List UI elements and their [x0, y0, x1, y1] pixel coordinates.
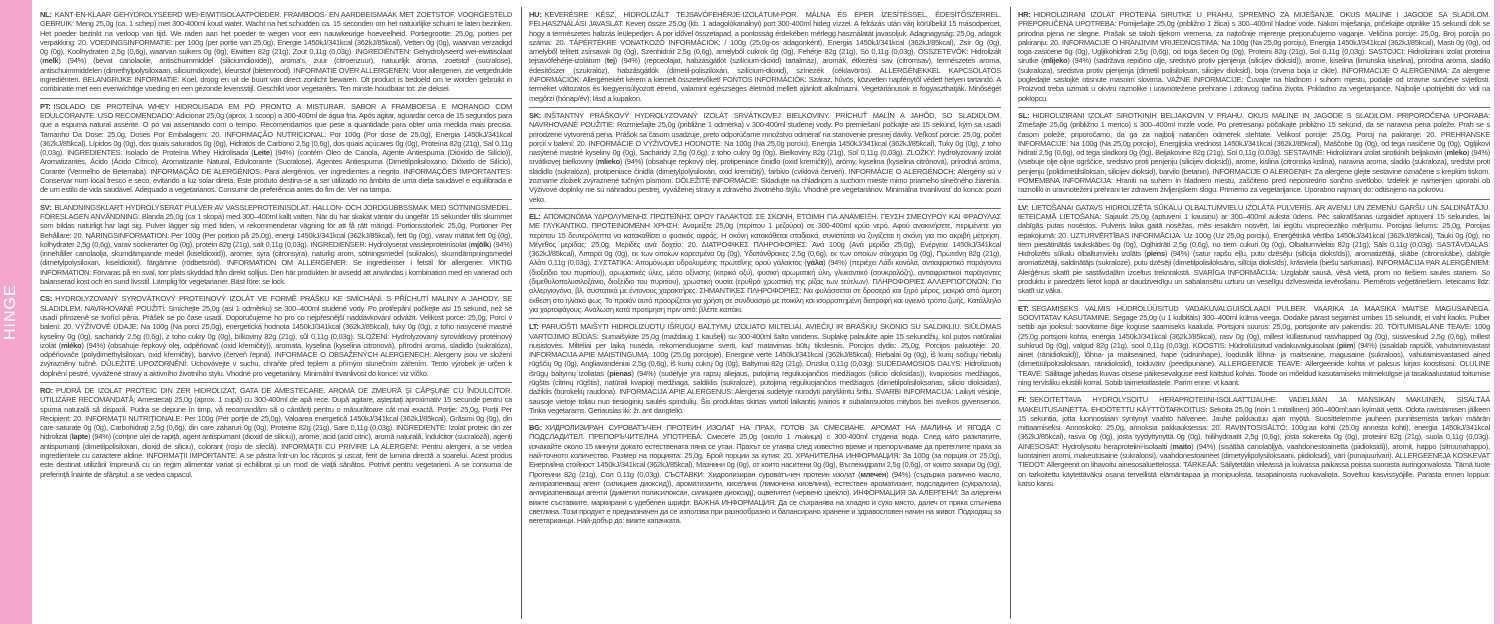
block-text: ) (94%) (conţine ulei de rapiţă, agent antispumant (dioxid de siliciu)), arome, acid (acid citric), aromă naturală, îndulcitor (sucraloză), agenţi antispumanţi (dimetilpolisiloxan, dioxid de siliciu), colorant (roşu de sfeclă). INFORMAŢII CU PRIVIRE LA ALERGENI: Pentru alergeni, a se vedea ingredientele cu caractere aldine. INFORMAŢII IMPORTANTE: A se păstra într-un loc răcoros şi uscat, ferit de lumina directă a soarelui. Acest produs este destinat utilizării împreună cu un regim alimentar variat şi echilibrat şi un mod de viaţă sănătos. Potrivit pentru vegetarieni. A se consuma de preferinţă înainte de sfârşitul: a se vedea capacul. [40, 432, 512, 479]
allergen-word: mlijeko [1043, 56, 1068, 66]
language-code: HU: [529, 10, 542, 19]
hinge-label: HINGE [2, 284, 19, 340]
block-text: ΑΠΟΜΟΝΩΜΑ ΥΔΡΟΛΥΜΕΝΗΣ ΠΡΩΤΕΪΝΗΣ ΟΡΟΥ ΓΑΛΑΚΤΟΣ ΣΕ ΣΚΟΝΗ, ΕΤΟΙΜΗ ΓΙΑ ΑΝΑΜΕΙΞΗ. ΓΕΥΣΗ ΣΜΕΟΥΡΟΥ ΚΑΙ ΦΡΑΟΥΛΑΣ ΜΕ ΓΛΥΚΑΝΤΙΚΟ. ΠΡΟΤΕΙΝΟΜΕΝΗ ΧΡΗΣΗ: Αναμείξτε 25,0g (περίπου 1 μεζούρα) σε 300-400ml κρύο νερό. Αφού ανακινήσετε, περιμένετε για περίπου 15 δευτερόλεπτα να κατακαθίσει ο φυσικός αφρός. Η σκόνη κατακάθεται σταδιακά, συνιστάται να ζυγίζεται η σκόνη για πιο ακριβή μέτρηση. Μέγεθος μερίδας: 25,0g, Μερίδες ανά δοχείο: 20. ΔΙΑΤΡΟΦΙΚΕΣ ΠΛΗΡΟΦΟΡΙΕΣ: Ανά 100g (Ανά μερίδα 25,0g), Ενέργεια 1450kJ/341kcal (362kJ/85kcal), Λιπαρά 0g (0g), εκ των οποίων κορεσμένα 0g (0g), Υδατάνθρακες 2,5g (0,6g), εκ των οποίων σάκχαρα 0g (0g), Πρωτεΐνη 82g (21g), Αλάτι 0,11g (0,03g). ΣΥΣΤΑΤΙΚΑ: Απομόνωμα υδρολυμένης πρωτεΐνης ορού γάλακτος ( [529, 211, 1001, 268]
language-code: HR: [1018, 10, 1031, 19]
block-text: ХИДРОЛИЗИРАН СУРОВАТЪЧЕН ПРОТЕИН ИЗОЛАТ НА ПРАХ, ГОТОВ ЗА СМЕСВАНЕ. АРОМАТ НА МАЛИНА И ЯГОДА С ПОДСЛАДИТЕЛ. ПРЕПОРЪЧИТЕЛНА УПОТРЕБА: Смесете 25,0g (около 1 лъжица) с 300-400ml студена вода. След като разклатите, изчакайте около 15 минути докато естествената пяна се утаи. Прахът се утаява след известно време и препоръчваме да претеглите праха за най-точното количество. Размер на порцията: 25,0g, Брой порции за кутия: 20. ХРАНИТЕЛНА ИНФОРМАЦИЯ: За 100g (за порция от 25,0g), Енергийна стойност 1450kJ/341kcal (362kJ/85kcal), Мазнини 0g (0g), от които наситени 0g (0g), Въглехидрати 2,5g (0,6g), от които захари 0g (0g), Протеини 82g (21g), Сол 0,11g (0,03g). СЪСТАВКИ: Хидролизиран суроватъчен протеин изолат ( [529, 423, 1001, 479]
language-code: ET: [1018, 303, 1029, 313]
allergen-word: lapte [71, 432, 88, 442]
language-block-fi [1018, 392, 1490, 492]
language-block-cs [40, 291, 512, 383]
language-code: FI: [1018, 395, 1027, 405]
language-code: BG: [529, 423, 542, 433]
allergen-word: млечен [860, 469, 887, 479]
text-column-2 [529, 7, 1001, 619]
language-code: NL: [40, 10, 52, 19]
block-text: ) (94%) (vsebuje olje oljne ogrščice, sredstvo proti penjenju (silicijev dioksid)), arome, kislina (citronska kislina), naravna aroma, sladilo (sukraloza), sredstvi proti penjenju (polidimetilsiloksan, silicijev dioksid), barvilo (betanin). INFORMACIJE O ALERGENIH: Za alergene glejte sestavine označene s krepkim tiskom. POMEMBNA INFORMACIJA: Hraniti na suhem in hladnem mestu, zaščiteno pred neposredno sončno svetlobo. Izdelek je namenjen uporabi ob raznoliki in uravnoteženi prehrani ter zdravem življenjskem slogu. Primerno za vegetarijance. Uporabno najmanj do: odtisnjeno na pokrovu. [1018, 148, 1490, 195]
block-text: ) (94%) (sisaldab rapsiõli, vahutamisvastast ainet (ränidioksiid)), lõhna- ja maitseained, hape (sidrunhape), looduslik lõhna- ja maitseaine, magusaine (sukraloos), vahutamisvastased ained (dimetüülpolüsiloksaan, ränidioksiid), toiduvärv (peedipunane). ALLERGEENIDE TEAVE: Allergeenide kohta vt paksus kirjas koostisosi. OLULINE TEAVE: Säilitage jahedas kuivas otsese päikesevalguse eest kaitstud kohas. Toode on mõeldud kasutamiseks mitmekülgse ja tasakaalustatud toitumise ning tervisliku elustiili korral. Sobib taimetoitlastele. Parim enne: vt kaant. [1018, 340, 1490, 387]
block-text: ) (94%) (obsahuje řepkový olej, odpěňovač (oxid křemičitý)), aromata, kyselina (kyselina citronová), přírodní aroma, sladidlo (sukralóza), odpěňovače (polydimethylsiloxan, oxid křemičitý), barvivo (červeň řepná). INFORMACE O OBSAŽENÝCH ALERGENECH: Alergeny jsou ve složení zvýrazněny tučně. DŮLEŽITÉ UPOZORNĚNÍ: Uchovávejte v suchu, chraňte před teplem a přímým slunečním zářením. Tento výrobek je určen k doplnění pestré, vyvážené stravy a aktivního životního stylu. Vhodné pro vegetariány. Minimální trvanlivost do konce: viz víčko. [40, 340, 512, 378]
language-block-sk [529, 108, 1001, 209]
language-block-hu [529, 7, 1001, 108]
language-block-ro [40, 383, 512, 483]
allergen-word: melk [42, 56, 59, 66]
block-text: ) (94%) (περιέχει Λάδι κανόλα, αντιαφριστικό παράγοντα (διοξείδιο του πυριτίου)), αρωματικές ύλες, μέσο οξίνισης (κιτρικό οξύ), φυσική αρωματική ύλη, γλυκαντικό (σουκραλόζη), αντιαφριστικοί παράγοντες (διμεθυλοπολυσιλοξάνιο, διοξείδιο του πυριτίου), χρωστική ουσία (ερυθρά χρωστική της ρίζας των τεύτλων). ΠΛΗΡΟΦΟΡΙΕΣ ΑΛΛΕΡΓΙΟΓΟΝΩΝ: Για αλλεργιογόνα, βλ. συστατικά με έντονους χαρακτήρες. ΣΗΜΑΝΤΙΚΕΣ ΠΛΗΡΟΦΟΡΙΕΣ: Να φυλάσσεται σε δροσερό και ξηρό μέρος, μακριά από άμεση έκθεση στο ηλιακό φως. Το προϊόν αυτό προορίζεται για χρήση σε συνδυασμό με ποικίλη και ισορροπημένη διατροφή και υγιεινό τρόπο ζωής. Κατάλληλο για χορτοφάγους. Ανάλωση κατά προτίμηση πριν από: βλέπε καπάκι. [529, 258, 1001, 314]
block-text: KANT-EN-KLAAR GEHYDROLYSEERD WEI-EIWITISOLAATPOEDER. FRAMBOOS- EN AARDBEISMAAK MET ZOETSTOF. VOORGESTELD GEBRUIK: Meng 25,0g (ca. 1 schep) met 300-400ml koud water. Wacht na het schudden ca. 15 seconden om het natuurlijke schuim te laten bezinken. Het poeder bezinkt na verloop van tijd. We raden aan het poeder te wegen voor een nauwkeurige hoeveelheid. Portiegrootte: 25,0g, porties per verpakking: 20. VOEDINGSINFORMATIE: per 100g (per portie van 25,0g), Energie 1450kJ/341kcal (362kJ/85kcal), Vetten 0g (0g), waarvan verzadigd 0g (0g), Koolhydraten 2,5g (0,6g), waarvan suikers 0g (0g), Eiwitten 82g (21g), Zout 0,11g (0,03g). INGREDIËNTEN: Gehydrolyseerd wei-eiwitisolaat ( [40, 10, 512, 66]
text-column-3 [1018, 7, 1490, 619]
column-divider [1010, 7, 1011, 619]
block-text: HIDROLIZIRANI IZOLAT PROTEINA SIRUTKE U PRAHU, SPREMNO ZA MIJEŠANJE. OKUS MALINE I JAGODE SA SLADILOM. PREPORUČENA UPOTREBA: Pomiješajte 25,0g (približno 1 žlica) s 300–400ml hladne vode. Nakon miješanja, pričekajte otprilike 15 sekundi dok se prirodna pjena ne slegne. Prašak se taloži tijekom vremena, za najtočnije mjerenje preporučujemo vaganje. Veličina porcije: 25,0g, Broj porcija po pakiranju: 20. INFORMACIJE O HRANJIVIM VRIJEDNOSTIMA: Na 100g (Na 25,0g porciju), Energija 1450kJ/341kcal (362kJ/85kcal), Masti 0g (0g), od toga zasićene 0g (0g), Ugljikohidrati 2,5g (0,6g), od toga šećeri 0g (0g), Proteini 82g (21g), Sol 0,11g (0,03g). SASTOJCI: Hidrolizirani izolat proteina sirutke ( [1018, 10, 1490, 66]
block-text: INŠTANTNÝ PRÁŠKOVÝ HYDROLYZOVANÝ IZOLÁT SRVÁTKOVEJ BIELKOVINY. PRÍCHUŤ MALÍN A JAHÔD, SO SLADIDLOM. NAVRHOVANÉ POUŽITIE: Rozmiešajte 25,0g (približne 1 odmerka) v 300-400ml studenej vody. Po premiešaní počkajte asi 15 sekúnd, kým sa usadí prirodzene vytvorená pena. Prášok sa časom usadzuje, preto odporúčame množstvo odmerať na stanovenie presnej dávky. Veľkosť porcie: 25,0g, počet porcií v balení: 20. INFORMÁCIE O VÝŽIVOVEJ HODNOTE: Na 100g (Na 25,0g porciu), Energia 1450kJ/341kcal (362kJ/85kcal), Tuky 0g (0g), z toho nasýtené mastné kyseliny 0g (0g), Sacharidy 2,5g (0,6g), z toho cukry 0g (0g), Bielkoviny 82g (21g), Soľ 0,11g (0,03g). ZLOŽKY: hydrolyzovaný izolát srvátkovej bielkoviny ( [529, 110, 1001, 167]
block-text: ) (94%) (sudėtyje yra rapsų aliejaus, putojimą reguliuojančios medžiagos (silicio dioksidas)), kvapiosios medžiagos, rūgštis (citrinų rūgštis), natūrali kvapioji medžiaga, saldiklis (sukralozė), putojimą reguliuojančios medžiagos (dimetilpolisiloksanas, silicio dioksidas), dažiklis (burokėlių raudona). INFORMACIJA APIE ALERGENUS: Alergenai sudėtyje nurodyti paryškintu šriftu. SVARBI INFORMACIJA: Laikyti vėsioje, sausoje vietoje toliau nuo tiesioginių saulės spindulių. Šis produktas skirtas vartoti laikantis įvairios ir subalansuotos mitybos bei sveikos gyvensenos. Tinka vegetarams. Geriausias iki: žr. ant dangtelio. [529, 368, 1001, 415]
language-code: EL: [529, 211, 541, 221]
language-block-sv [40, 200, 512, 292]
block-text: HIDROLIZIRANI IZOLAT SIROTKINIH BELJAKOVIN V PRAHU. OKUS MALINE IN JAGODE S SLADILOM. PRIPOROČENA UPORABA: Zmešajte 25,0g (približno 1 merico) s 300–400ml mrzle vode. Po pretresanju počakajte približno 15 sekund, da se naravna pena poleže. Prah se s časom poleže; priporočamo, da ga za najbolj natančen odmerek stehtate. Velikost porcije: 25,0g, Porcij na pakiranje: 20. PREHRANSKE INFORMACIJE: Na 100g (Na 25,0g porcijo), Energijska vrednost 1450kJ/341kcal (362kJ/85kcal), Maščobe 0g (0g), od tega nasičene 0g (0g), Ogljikovi hidrati 2,5g (0,6g), od tega sladkorji 0g (0g), Beljakovine 82g (21g), Sol 0,11g (0,03g). SESTAVINE: Hidrolizirani izolat sirotkinih beljakovin ( [1018, 110, 1490, 158]
block-text: HYDROLYZOVANÝ SYROVÁTKOVÝ PROTEINOVÝ IZOLÁT VE FORMĚ PRÁŠKU KE SMÍCHÁNÍ. S PŘÍCHUTÍ MALINY A JAHODY, SE SLADIDLEM. NAVRHOVANÉ POUŽITÍ: Smíchejte 25,0g (asi 1 odměrku) se 300–400ml studené vody. Po protřepání počkejte asi 15 sekund, než se usadí přirozeně se tvořící pěna. Prášek se po čase usadí. Doporučujeme ho pro co nejpřesnější naddávkování odvážit. Velikost porce: 25,0g, Porcí v balení: 20. VÝŽIVOVÉ ÚDAJE: Na 100g (Na porci 25,0g), energetická hodnota 1450kJ/341kcal (362kJ/85kcal), tuky 0g (0g), z toho nasycené mastné kyseliny 0g (0g), sacharidy 2,5g (0,6g), z toho cukry 0g (0g), bílkoviny 82g (21g), sůl 0,11g (0,03g). SLOŽENÍ: Hydrolyzovaný syrovátkový proteinový izolát ( [40, 294, 512, 350]
hinge-strip [0, 0, 32, 624]
language-block-pt [40, 99, 512, 200]
block-text: ) (94%) (satur rapšu eļļu, putu dzēsēju (silīcija dioksīds)), aromatizētāji, skābe (citronskābe), dabīgie aromatizētāji, saldinātājs (sukraloze), putu dzēsēji (dimetilpolisiloksāns, silīcija dioksīds), krāsviela (biešu sarkanais). INFORMĀCIJA PAR ALERĢĒNIEM: Alerģēnus skatīt pie sastāvdaļām izceltus treknrakstā. SVARĪGA INFORMĀCIJA: Uzglabāt sausā, vēsā vietā, prom no tiešiem saules stariem. So produktu ir paredzēts lietot kopā ar daudzveidīgu un sabalansētu uzturu un veselīgu dzīvesveida ievērošanu. Piemērots veģetāriešiem. Ieteicams līdz: skatīt uz vāka. [1018, 249, 1490, 296]
allergen-word: mjölk [470, 239, 489, 249]
language-block-et [1018, 301, 1490, 393]
block-text: SEKOITETTAVA HYDROLYSOITU HERAPROTEIINI-ISOLAATTIJAUHE. VADELMAN JA MANSIKAN MAKUINEN, SISÄLTÄÄ MAKEUTUSAINETTA. EHDOTETTU KÄYTTÖTARKOITUS: Sekoita 25,0g (noin 1 mitallinen) 300–400ml:aan kylmää vettä. Odota ravistamisen jälkeen 15 sekuntia, jotta luonnostaan syntynyt vaahto hälvenee. Jauhe pakkautuu ajan myötä. Suosittelemme jauheen punnitsemista tarkan määrän mittaamiseksi. Annoskoko: 25,0g, annoksia pakkauksessa: 20. RAVINTOSISÄLTÖ: 100g:aa kohti (25,0g annosta kohti), energia 1450kJ/341kcal (362kJ/85kcal), rasva 0g (0g), josta tyydyttynyttä 0g (0g), hiilihydraatit 2,5g (0,6g), josta sokereita 0g (0g), proteiini 82g (21g), suola 0,11g (0,03g). AINESOSAT: Hydrolysoitu heraproteiini-isolaatti ( [1018, 395, 1490, 451]
block-text: ) (94%) (contém Óleo de Canola, Agente Antiespuma (Dióxido de Silício)), Aromatizantes, Ácido (Ácido Cítrico), Aromatizante Natural, Edulcorante (Sucralose), Agentes Antiespuma (Dimetilpolisiloxano, Dióxido de Silício), Corante (Vermelho de Beterraba). INFORMAÇÃO DE ALERGÉNIOS: Para alergénios, ver ingredientes a negrito. INFORMAÇÕES IMPORTANTES: Conservar num local fresco e seco, evitando a luz solar direta. Este produto destina-se a ser utilizado no âmbito de uma dieta saudável e equilibrada e de um estilo de vida saudável. Adequado a vegetarianos. Consumir de preferência antes do fim de: Ver na tampa. [40, 148, 512, 195]
allergen-word: mlieko [597, 157, 620, 167]
allergen-word: piim [1338, 340, 1354, 350]
block-text: ) (94%) (sadržava repičino ulje, sredstvo protiv pjenjenja (silicijev dioksid)), arome, kiselina (limunska kiselina), prirodna aroma, sladilo (sukraloza), sredstva protiv pjenjenja (dimetil polisiloksan, silicijev dioksid), boja (crvena boja iz cikle). INFORMACIJE O ALERGENIMA: Za alergene pogledajte sastojke otisnute masnim slovima. VAŽNE INFORMACIJE: Čuvajte na hladnom i suhom mjestu, podalje od izravne sunčeve svjetlosti. Proizvod treba uzimati u okviru raznolike i uravnotežene prehrane i zdravog načina života. Prikladno za vegetarijance. Najbolje upotrijebiti do: vidi na poklopcu. [1018, 56, 1490, 103]
language-block-bg [529, 420, 1001, 529]
language-code: SV: [40, 202, 52, 212]
block-text: SEGAMISEKS VALMIS HÜDROLÜÜSITUD VADAKUVALGUISOLAADI PULBER. VAARIKA JA MAASIKA MAITSE MAGUSAINEGA. SOOVITATAV KASUTAMINE: Segage 25,0g (u 1 kulbitäis) 300–400ml külma veega. Oodake pärast segamist umbes 15 sekundit, et vaht kaoks. Pulber settib aja jooksul; soovitame õige koguse saamiseks kaaluda. Portsjoni suurus: 25,0g, portsjonite arv pakendis: 20. TOITUMISALANE TEAVE: 100g (25,0g portsjoni kohta, energia 1450kJ/341kcal (362kJ/85kcal), rasv 0g (0g), millest küllastunud rasvhapped 0g (0g), süsivesikud 2,5g (0,6g), millest suhkrud 0g (0g), valgud 82g (21g), sool 0,11g (0,03g). KOOSTIS: Hüdrolüüsitud vadakuvalguisolaat ( [1018, 303, 1490, 350]
block-text: ) (94%) (repceolajat, habzásgátlót (szilícium-dioxid) tartalmaz), aromák, étkezési sav (citromsav), természetes aroma, édesítőszer (szukralóz), habzásgátlók (dimetil-polisziloxán, szilícium-dioxid), színezék (céklavörös). ALLERGÉNEKKEL KAPCSOLATOS INFORMÁCIÓK: Allergénekért kérem a kiemelt összetevőket! FONTOS INFORMÁCIÓK: Száraz, hűvös, közvetlen napfénytől védett helyen tartandó. A terméket változatos és kiegyensúlyozott étrend, valamint egészséges életmód mellett ajánlott alkalmazni. Vegetáriánusok is fogyaszthatják. Minőségét megőrzi (hónap/év): lásd a kupakon. [529, 56, 1001, 103]
language-block-hr [1018, 7, 1490, 108]
column-divider [521, 7, 522, 619]
language-code: CS: [40, 294, 53, 304]
allergen-word: pienas [609, 368, 632, 378]
block-text: PUDRĂ DE IZOLAT PROTEIC DIN ZER HIDROLIZAT, GATA DE AMESTECARE. AROMĂ DE ZMEURĂ ŞI CĂPŞUNE CU ÎNDULCITOR. UTILIZARE RECOMANDATĂ: Amestecaţi 25,0g (aprox. 1 cupă) cu 300-400ml de apă rece. După agitare, aşteptaţi aproximativ 15 secunde pentru ca spuma naturală să dispară. Pudra se depune în timp, vă recomandăm să o cântăriţi pentru o măsurătoare cât mai exactă. Porţie: 25,0g, Porţii Per Recipient: 20. INFORMAŢII NUTRIŢIONALE: Per 100g (Per porţie de 25,0g), Valoarea energetică 1450kJ/341kcal (362kJ/85kcal), Grăsimi 0g (0g), din care saturate 0g (0g), Carbohidraţi 2,5g (0,6g), din care zaharuri 0g (0g), Proteine 82g (21g), Sare 0,11g (0,03g). INGREDIENTE: Izolat proteic din zer hidrolizat ( [40, 385, 512, 442]
allergen-word: mléko [61, 340, 82, 350]
block-text: ) (94%) (innehåller canolaolja, skumdämpande medel (kiseldioxid)), aromer, syra (citronsyra), naturlig arom, sötningsmedel (sukralos), skumdämpningsmedel (dimetylpolysiloxan, kiseldioxid), färgämne (rödbetsröd). INFORMATION OM ALLERGENER: Se ingredienser i fetstil för allergener. VIKTIG INFORMATION: Förvaras på en sval, torr plats skyddad från direkt solljus. Den här produkten är avsedd att användas i kombination med en varierad och balanserad kost och en sund livsstil. Lämplig för vegetarianer. Bäst före: se lock. [40, 239, 512, 287]
text-column-1 [40, 7, 512, 619]
block-text: ) (94%) (съдържа рапично масло, антиразпенващ агент (силициев диоксид)), ароматизанти, киселина (лимонена киселина), естествен ароматизант, подсладител (сукралоза), антиразпенващи агенти (диметил полисилоксан, силициев диоксид), оцветител (червено цвекло). ИНФОРМАЦИЯ ЗА АЛЕРГЕНИ: За алергени вижте съставките, маркирани с удебелен шрифт. ВАЖНА ИНФОРМАЦИЯ: Да се съхранява на хладно и сухо място, далеч от пряка слънчева светлина. Този продукт е предназначен да се използва при разнообразно и балансирано хранене и здравословен начин на живот. Подходящ за вегетарианци. Най-добър до: вижте капачката. [529, 469, 1001, 526]
allergen-word: Leite [253, 148, 270, 158]
allergen-word: piens [1146, 249, 1165, 259]
right-edge-strip [1494, 0, 1500, 624]
block-text: KEVERÉSRE KÉSZ, HIDROLIZÁLT TEJSAVÓFEHÉRJE-IZOLÁTUM-POR. MÁLNA ÉS EPER ÍZESÍTÉSSEL, ÉDESÍTŐSZERREL. FELHASZNÁLÁSI JAVASLAT: Keverj össze 25,0g (kb. 1 adagolókanálnyi) port 300-400ml hideg vízzel. A felrázás után várj körülbelül 15 másodpercet, hogy a természetes habzás leülepedjen. A por idővel összetapad, a pontosság érdekében mérlegg használatát javasoljuk. Adagnagyság: 25,0g, adagok száma: 20. TÁPÉRTÉKRE VONATKOZÓ INFORMÁCIÓK: / 100g (25,0g-os adagonként), Energia 1450kJ/341kcal (362kJ/85kcal), Zsír 0g (0g), amelyből telített zsírsavak 0g (0g), Szénhidrát 2,5g (0,6g), amelyből cukrok 0g (0g), Fehérje 82g (21g), Só 0,11g (0,03g). ÖSSZETEVŐK: Hidrolizált tejsavófehérje-izolátum ( [529, 10, 1001, 66]
allergen-word: tej [606, 56, 615, 66]
block-text: PARUOŠTI MAIŠYTI HIDROLIZUOTŲ IŠRŲGŲ BALTYMŲ IZOLIATO MILTELIAI. AVIEČIŲ IR BRAŠKIŲ SKONIO SU SALDIKLIU. SIŪLOMAS VARTOJIMO BŪDAS: Sumaišykite 25,0g (maždaug 1 kaušelį) su 300-400ml šalto vandens. Suplakę palaukite apie 15 sekundžių, kol putos natūraliai nusistovės. Milteliai per laiką nusėda, rekomenduojame sverti, kad matavimas būtų tikslesnis. Porcijos dydis: 25,0g, Porcijos pakuotėje: 20. INFORMACIJA APIE MAISTINGUMĄ: 100g (25,0g porcijoje), Energinė vertė 1450kJ/341kcal (362kJ/85kcal), Riebalai 0g (0g), iš kurių sočiųjų riebalų rūgščių 0g (0g), Angliavandeniai 2,5g (0,6g), iš kurių cukrų 0g (0g), Baltymai 82g (21g), Druska 0,11g (0,03g). SUDEDAMOSIOS DALYS: Hidrolizuotų išrūgų baltymų izoliatas ( [529, 322, 1001, 378]
language-block-lt [529, 319, 1001, 420]
language-block-nl [40, 7, 512, 99]
block-text: BLANDNINGSKLART HYDROLYSERAT PULVER AV VASSLEPROTEINISOLAT. HALLON- OCH JORDGUBBSSMAK MED SÖTNINGSMEDEL. FÖRESLAGEN ANVÄNDNING: Blanda 25,0g (ca 1 skopa) med 300–400ml kallt vatten. När du har skakat väntar du ungefär 15 sekunder tills skummet som bildas naturligt har lagt sig. Pulver lägger sig med tiden, vi rekommenderar vägning för att få rätt mängd. Portionsstorlek: 25,0g, Portioner Per Behållare: 20. NÄRINGSINFORMATION: Per 100g (Per portion på 25,0g), energi 1450kJ/341kcal (362kJ/85kcal), fett 0g (0g), varav mättat fett 0g (0g), kolhydrater 2,5g (0,6g), varav sockerarter 0g (0g), protein 82g (21g), salt 0,11g (0,03g). INGREDIENSER: Hydrolyserat vassleproteinisolat ( [40, 202, 512, 249]
language-block-el [529, 209, 1001, 319]
block-text: ) (94%) (bevat canolaolie, antischuimmiddel (siliciumdioxide)), aroma's, zuur (citroenzuur), natuurlijk aroma, zoetstof (sucralose), antischuimmiddelen (dimethylpolysiloxaan, siliciumdioxide), kleurstof (bietenrood). INFORMATIE OVER ALLERGENEN: Voor allergenen, zie vetgedrukte ingrediënten. BELANGRIJKE INFORMATIE: Koel, droog en uit de buurt van direct zonlicht bewaren. Dit product is bedoeld om te worden gebruikt in combinatie met een evenwichtige voeding en een gezonde levensstijl. Geschikt voor vegetariërs. Ten minste houdbaar tot: zie deksel. [40, 56, 512, 94]
block-text: ) (94%) (sisältää canolaöljyä, vaahdonestoainetta (piidioksidi)), aromit, happo (sitruunahappo), luontainen aromi, makeutusaine (sukraloosi), vaahdonestoaineet (dimetyylipolysiloksaani, piidioksidi), väri (punajuurivari). ALLERGEENEJA KOSKEVAT TIEDOT: Allergeenit on lihavoitu ainesosaluettelossa. TÄRKEÄÄ: Säilytetään viileässä ja kuivassa paikassa poissa suorasta auringonvalosta. Tämä tuote on tarkoitettu käytettäväksi osana tervellistä elämäntapaa ja monipuolista, tasapainoista ruokavaliota. Soveltuu kasvissyöjille. Parasta ennen loppua: katso kansi. [1018, 441, 1490, 488]
ingredients-label [40, 7, 1490, 619]
language-code: LT: [529, 322, 539, 332]
block-text: ISOLADO DE PROTEÍNA WHEY HIDROLISADA EM PÓ PRONTO A MISTURAR. SABOR A FRAMBOESA E MORANGO COM EDULCORANTE. USO RECOMENDADO: Adicionar 25,0g (aprox. 1 scoop) a 300-400ml de água fria. Após agitar, aguardar cerca de 15 segundos para que a espuma natural assente. O pó vai assentando com o tempo. Recomendamos que pese a quantidade para obter uma medida mais precisa. Tamanho Da Dose: 25,0g, Doses Por Embalagem: 20. INFORMAÇÃO NUTRICIONAL: Por 100g (Por dose de 25,0g), Energia 1450kJ/341kcal (362kJ/85kcal), Lípidos 0g (0g), dos quais saturados 0g (0g), Hidratos de Carbono 2,5g (0,6g), dos quais açúcares 0g (0g), Proteína 82g (21g), Sal 0,11g (0,03g). INGREDIENTES: Isolado de Proteína Whey Hidrolisada ( [40, 101, 512, 158]
language-code: RO: [40, 385, 53, 395]
block-text: ) (94%) (obsahuje repkový olej, protipeniace činidlo (oxid kremičitý)), arómy, kyselina (kyselina citrónová), prírodná aróma, sladidlo (sukralóza), protipeniace činidlá (dimetylpolysiloxán, oxid kremičitý), farbivo (cviklová červeň). INFORMÁCIE O ALERGÉNOCH: Alergény sú v zozname zložiek zvýraznené tučným písmom. DÔLEŽITÉ INFORMÁCIE: Skladujte na chladnom a suchom mieste mimo priameho slnečného žiarenia. Výživové doplnky nie sú náhradou pestrej, vyváženej stravy a zdravého životného štýlu. Vhodné pre vegetariánov. Minimálna trvanlivosť do konca: pozri veko. [529, 157, 1001, 204]
language-block-lv [1018, 200, 1490, 301]
language-code: LV: [1018, 202, 1029, 212]
language-code: PT: [40, 101, 51, 111]
language-code: SK: [529, 110, 542, 120]
language-code: SL: [1018, 110, 1030, 120]
allergen-word: maito [1172, 441, 1192, 451]
block-text: LIETOŠANAI GATAVS HIDROLIZĒTA SŪKALU OLBALTUMVIELU IZOLĀTA PULVERIS. AR AVEŅU UN ZEMEŅU GARŠU UN SALDINĀTĀJU. IETEICAMĀ LIETOŠANA: Sajaukt 25,0g (aptuveni 1 kausiņu) ar 300–400ml auksta ūdens. Pēc sakratīšanas uzgaidiet aptuveni 15 sekundes, lai dabīgās putas nosēstos. Pulveris laika gaitā nosēžas, mēs iesakām nosvērt, lai iegūtu vispreciezāko mērījumu. Porcijas lielums: 25,0g, Porcijas iepakojumā: 20. UZTURVĒRTĪBAS INFORMĀCIJA: Uz 100g (Uz 25,0g porciju), Enerģētiskā vērtība 1450kJ/341kcal (362kJ/85kcal), Tauki 0g (0g), no tiem piesātinātās taukskābes 0g (0g), Ogļhidrāti 2,5g (0,6g), no tiem cukuri 0g (0g), Olbaltumvielas 82g (21g), Sāls 0,11g (0,03g). SASTĀVDAĻAS: Hidrolizēts sūkalu olbaltumvielu izolāts ( [1018, 202, 1490, 259]
allergen-word: γάλα [806, 258, 824, 268]
language-block-sl [1018, 108, 1490, 200]
allergen-word: mleko [1446, 148, 1467, 158]
